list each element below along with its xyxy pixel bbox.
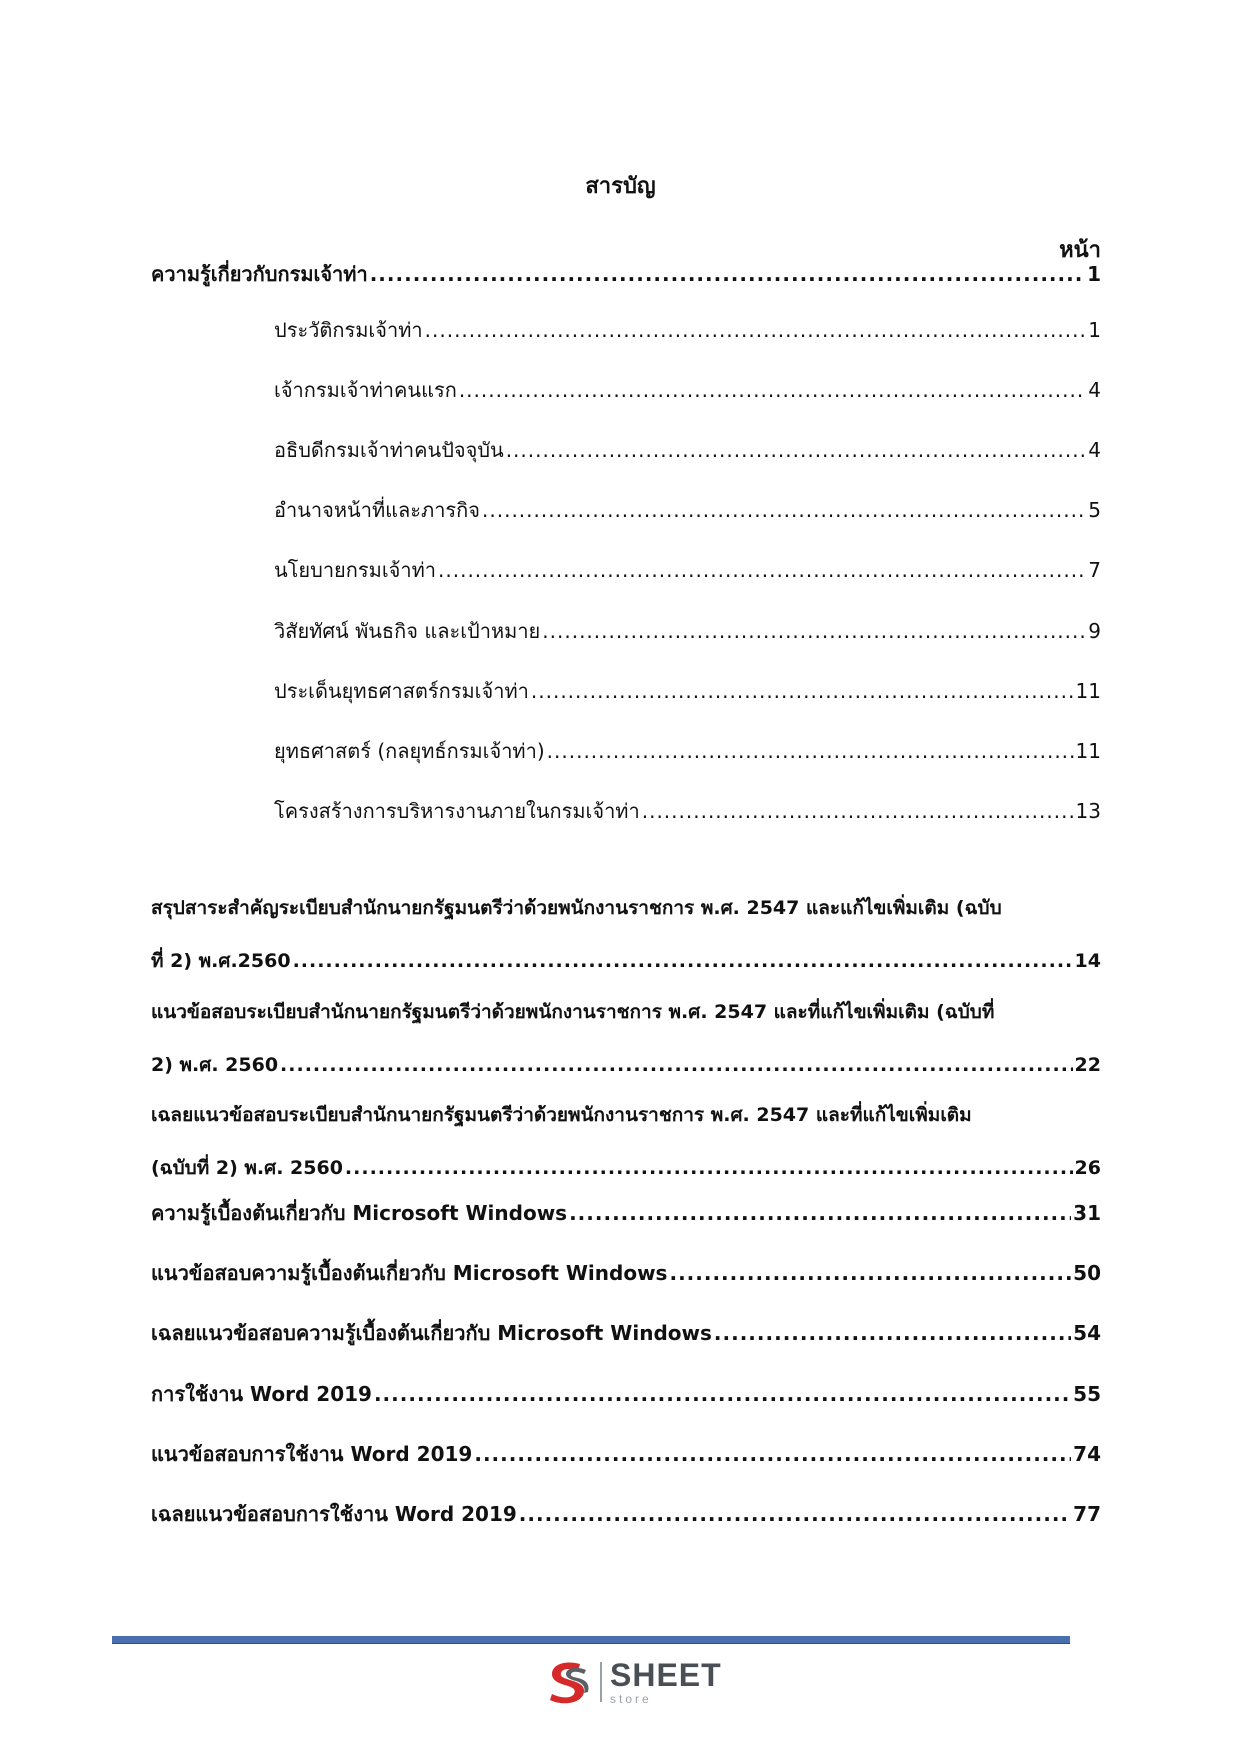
toc-entry-text-line1: สรุปสาระสำคัญระเบียบสำนักนายกรัฐมนตรีว่าด้วยพนักงานราชการ พ.ศ. 2547 และแก้ไขเพิ่มเติม (ฉบับ bbox=[151, 897, 1002, 919]
toc-entry-text: โครงสร้างการบริหารงานภายในกรมเจ้าท่า bbox=[274, 799, 640, 823]
toc-entry[interactable] bbox=[151, 997, 1101, 1080]
logo-text bbox=[610, 1659, 722, 1705]
dot-leader bbox=[542, 616, 1086, 646]
toc-entry-page: 13 bbox=[1075, 799, 1101, 823]
sheet-store-logo bbox=[540, 1655, 722, 1709]
sheet-store-logo-icon bbox=[540, 1656, 592, 1708]
toc-entry-page: 9 bbox=[1088, 619, 1101, 643]
footer-rule bbox=[112, 1636, 1070, 1644]
toc-entry-page: 14 bbox=[1074, 950, 1101, 972]
toc-entry-text: แนวข้อสอบการใช้งาน Word 2019 bbox=[151, 1442, 473, 1466]
toc-entry[interactable] bbox=[151, 1100, 1101, 1183]
toc-entry-text: ที่ 2) พ.ศ.2560 bbox=[151, 950, 291, 972]
dot-leader bbox=[438, 555, 1086, 585]
toc-entry-text: เฉลยแนวข้อสอบความรู้เบื้องต้นเกี่ยวกับ Microsoft Windows bbox=[151, 1321, 712, 1345]
toc-entry[interactable] bbox=[274, 495, 1101, 525]
toc-entry-page: 74 bbox=[1073, 1442, 1101, 1466]
toc-entry-text: วิสัยทัศน์ พันธกิจ และเป้าหมาย bbox=[274, 619, 541, 643]
toc-entry-page: 4 bbox=[1088, 438, 1101, 462]
toc-entry-page: 26 bbox=[1074, 1157, 1101, 1179]
page-column-label: หน้า bbox=[1059, 238, 1101, 263]
dot-leader bbox=[669, 1258, 1071, 1288]
toc-entry-page: 55 bbox=[1073, 1382, 1101, 1406]
toc-entry-text: ความรู้เบื้องต้นเกี่ยวกับ Microsoft Windows bbox=[151, 1201, 568, 1225]
dot-leader bbox=[547, 736, 1074, 766]
toc-entry[interactable] bbox=[151, 893, 1101, 976]
dot-leader bbox=[280, 1050, 1073, 1080]
dot-leader bbox=[370, 259, 1085, 289]
toc-entry[interactable] bbox=[151, 1198, 1101, 1228]
toc-entry-text: อธิบดีกรมเจ้าท่าคนปัจจุบัน bbox=[274, 438, 504, 462]
dot-leader bbox=[374, 1379, 1071, 1409]
toc-entry-text: การใช้งาน Word 2019 bbox=[151, 1382, 372, 1406]
dot-leader bbox=[482, 495, 1086, 525]
toc-entry-text: ประเด็นยุทธศาสตร์กรมเจ้าท่า bbox=[274, 679, 529, 703]
toc-entry-text: ความรู้เกี่ยวกับกรมเจ้าท่า bbox=[151, 262, 368, 286]
toc-entry-page: 31 bbox=[1073, 1201, 1101, 1225]
toc-entry[interactable] bbox=[151, 1318, 1101, 1348]
dot-leader bbox=[531, 676, 1074, 706]
toc-entry-page: 1 bbox=[1087, 262, 1101, 286]
toc-entry-page: 77 bbox=[1073, 1502, 1101, 1526]
toc-entry[interactable] bbox=[274, 796, 1101, 826]
toc-entry[interactable] bbox=[274, 616, 1101, 646]
toc-entry[interactable] bbox=[151, 1258, 1101, 1288]
toc-entry-text: เฉลยแนวข้อสอบการใช้งาน Word 2019 bbox=[151, 1502, 517, 1526]
dot-leader bbox=[293, 946, 1073, 976]
toc-entry-page: 50 bbox=[1073, 1261, 1101, 1285]
toc-entry[interactable] bbox=[274, 435, 1101, 465]
toc-entry-text: ยุทธศาสตร์ (กลยุทธ์กรมเจ้าท่า) bbox=[274, 739, 545, 763]
toc-entry[interactable] bbox=[274, 375, 1101, 405]
dot-leader bbox=[474, 1439, 1071, 1469]
toc-entry[interactable] bbox=[274, 315, 1101, 345]
toc-entry-text: นโยบายกรมเจ้าท่า bbox=[274, 558, 437, 582]
toc-entry-text-line1: เฉลยแนวข้อสอบระเบียบสำนักนายกรัฐมนตรีว่าด้วยพนักงานราชการ พ.ศ. 2547 และที่แก้ไขเพิ่มเติม bbox=[151, 1104, 972, 1126]
dot-leader bbox=[506, 435, 1087, 465]
toc-entry[interactable] bbox=[151, 1499, 1101, 1529]
toc-entry[interactable] bbox=[274, 676, 1101, 706]
toc-entry-page: 5 bbox=[1088, 498, 1101, 522]
logo-separator bbox=[600, 1662, 602, 1702]
toc-entry-text: อำนาจหน้าที่และภารกิจ bbox=[274, 498, 481, 522]
toc-entry-page: 11 bbox=[1075, 679, 1101, 703]
dot-leader bbox=[459, 375, 1086, 405]
dot-leader bbox=[642, 796, 1074, 826]
dot-leader bbox=[519, 1499, 1071, 1529]
toc-entry[interactable] bbox=[274, 555, 1101, 585]
toc-entry[interactable] bbox=[151, 1439, 1101, 1469]
toc-entry-text-line1: แนวข้อสอบระเบียบสำนักนายกรัฐมนตรีว่าด้วยพนักงานราชการ พ.ศ. 2547 และที่แก้ไขเพิ่มเติม (ฉบับที่ bbox=[151, 1001, 995, 1023]
page-title: สารบัญ bbox=[585, 174, 656, 199]
toc-entry-text: 2) พ.ศ. 2560 bbox=[151, 1054, 279, 1076]
toc-entry-text: แนวข้อสอบความรู้เบื้องต้นเกี่ยวกับ Microsoft Windows bbox=[151, 1261, 668, 1285]
toc-entry[interactable] bbox=[274, 736, 1101, 766]
dot-leader bbox=[425, 315, 1087, 345]
dot-leader bbox=[569, 1198, 1071, 1228]
toc-entry-text: (ฉบับที่ 2) พ.ศ. 2560 bbox=[151, 1157, 343, 1179]
toc-entry-page: 54 bbox=[1073, 1321, 1101, 1345]
dot-leader bbox=[345, 1153, 1073, 1183]
toc-entry-text: ประวัติกรมเจ้าท่า bbox=[274, 318, 423, 342]
logo-main-text: SHEET bbox=[610, 1657, 722, 1693]
toc-entry[interactable] bbox=[151, 259, 1101, 289]
toc-entry-text: เจ้ากรมเจ้าท่าคนแรก bbox=[274, 378, 457, 402]
toc-entry[interactable] bbox=[151, 1379, 1101, 1409]
toc-entry-page: 4 bbox=[1088, 378, 1101, 402]
toc-entry-page: 11 bbox=[1075, 739, 1101, 763]
toc-entry-page: 22 bbox=[1074, 1054, 1101, 1076]
toc-entry-page: 7 bbox=[1088, 558, 1101, 582]
toc-entry-page: 1 bbox=[1088, 318, 1101, 342]
logo-sub-text: store bbox=[610, 1692, 652, 1706]
dot-leader bbox=[714, 1318, 1071, 1348]
